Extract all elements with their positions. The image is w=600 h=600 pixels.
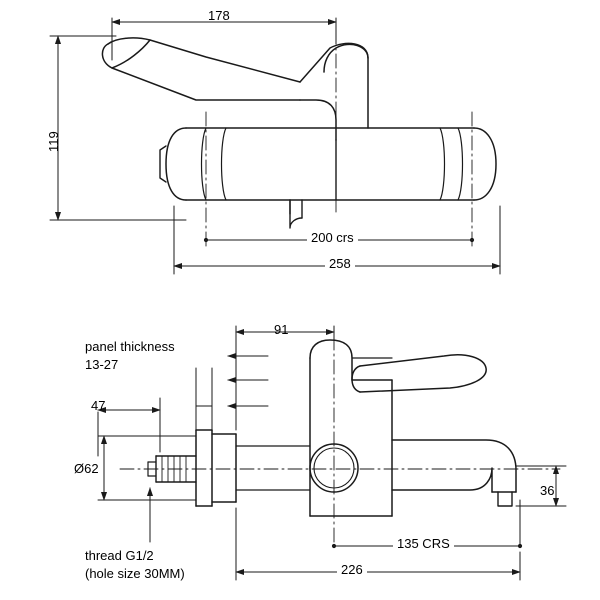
note-panel-thickness-leader <box>196 368 212 430</box>
dim-135crs-label: 135 CRS <box>393 536 454 552</box>
side-section-geometry <box>148 340 516 516</box>
dim-258-label: 258 <box>325 256 355 272</box>
note-panel-thickness-line1: panel thickness <box>85 339 175 354</box>
dim-d62-label: Ø62 <box>74 461 99 476</box>
dim-47-label: 47 <box>91 398 106 413</box>
dim-91 <box>196 326 334 430</box>
centre-lines-front <box>206 30 472 248</box>
dim-47 <box>98 398 160 456</box>
dim-d62 <box>98 436 196 500</box>
dim-91-label: 91 <box>274 322 289 337</box>
note-thread-line1: thread G1/2 <box>85 548 154 563</box>
front-elevation-geometry <box>102 38 496 228</box>
note-thread-line2: (hole size 30MM) <box>85 566 185 581</box>
dim-119-label: 119 <box>46 131 61 152</box>
dim-200crs-label: 200 crs <box>307 230 358 246</box>
dim-226-label: 226 <box>337 562 367 578</box>
dim-119 <box>50 36 186 220</box>
dim-178-label: 178 <box>208 8 230 23</box>
dim-226 <box>236 508 520 580</box>
dim-36-label: 36 <box>540 483 555 498</box>
note-panel-thickness-line2: 13-27 <box>85 357 119 372</box>
